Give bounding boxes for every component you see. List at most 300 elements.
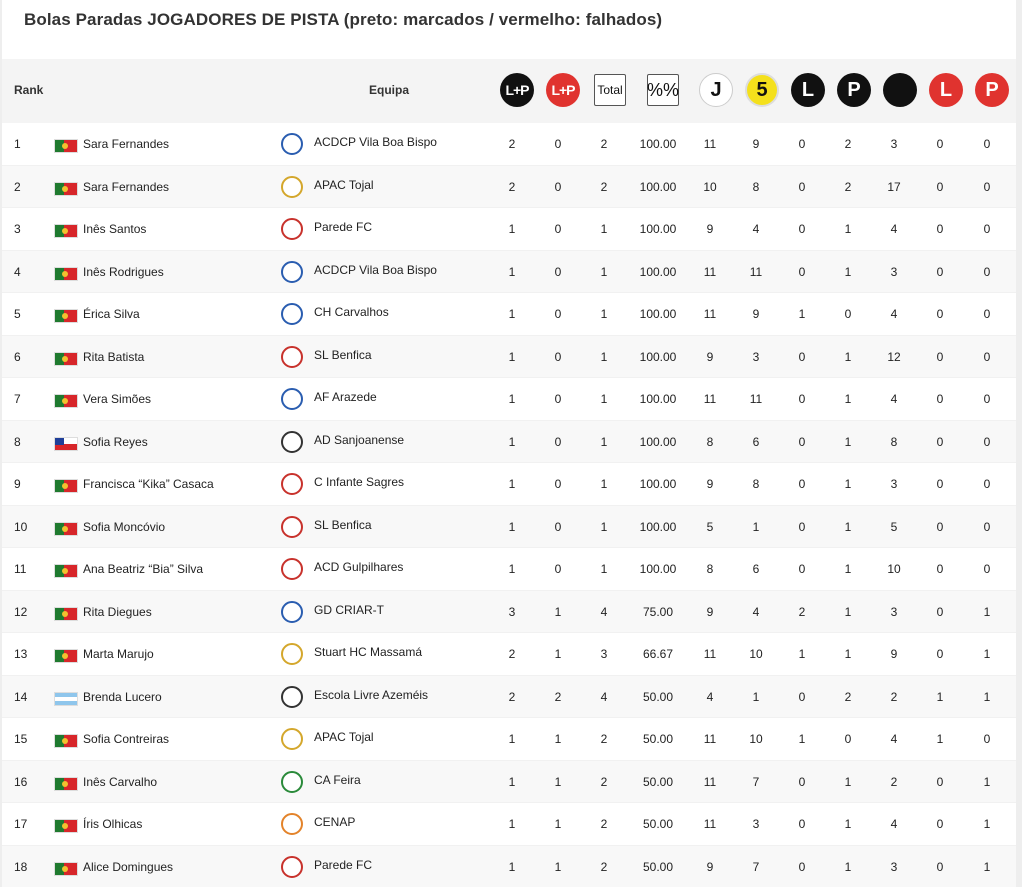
cell-total: 3: [600, 647, 608, 661]
cell-scored-p: 1: [844, 604, 852, 619]
player-name[interactable]: Francisca “Kika” Casaca: [83, 477, 214, 491]
table-body: [2, 123, 1016, 887]
team-name[interactable]: ACDCP Vila Boa Bispo: [314, 135, 437, 149]
team-crest-icon: [281, 771, 303, 793]
cell-percent: 100.00: [639, 307, 677, 321]
cell-missed-p: 0: [983, 179, 991, 194]
player-name[interactable]: Rita Diegues: [83, 604, 152, 619]
cell-scored-p: 2: [844, 179, 852, 194]
flag-icon: [54, 437, 78, 451]
cell-total: 2: [600, 774, 608, 789]
cell-scored-p: 1: [844, 392, 852, 406]
player-name[interactable]: Brenda Lucero: [83, 689, 162, 704]
team-name[interactable]: GD CRIAR-T: [314, 602, 384, 617]
cell-total: 1: [600, 562, 608, 576]
cell-missed-lp: 1: [554, 859, 562, 874]
cell-black-count: 4: [890, 222, 898, 236]
cell-total: 1: [600, 349, 608, 364]
table-row[interactable]: [2, 123, 1016, 166]
cell-scored-lp: 1: [508, 264, 516, 279]
cell-games: 9: [706, 349, 714, 364]
table-row[interactable]: [2, 208, 1016, 251]
cell-missed-l: 0: [936, 349, 944, 364]
cell-scored-lp: 2: [508, 137, 516, 151]
team-name[interactable]: Parede FC: [314, 220, 373, 234]
cell-games: 9: [706, 604, 714, 619]
rank-cell: 18: [14, 859, 28, 874]
player-name[interactable]: Ana Beatriz “Bia” Silva: [83, 562, 204, 576]
cell-missed-l: 0: [936, 434, 944, 449]
team-name[interactable]: AD Sanjoanense: [314, 432, 405, 447]
cell-five: 9: [752, 307, 760, 321]
cell-five: 3: [752, 349, 760, 364]
cell-black-count: 9: [890, 647, 898, 661]
cell-percent: 100.00: [639, 392, 677, 406]
cell-missed-p: 0: [983, 477, 991, 491]
player-name[interactable]: Inês Rodrigues: [83, 264, 164, 279]
cell-scored-lp: 1: [508, 519, 516, 534]
cell-five: 9: [752, 137, 760, 151]
table-row[interactable]: [2, 293, 1016, 336]
cell-black-count: 3: [890, 604, 898, 619]
cell-scored-lp: 1: [508, 222, 516, 236]
cell-scored-l: 0: [798, 264, 806, 279]
l-black-circle-icon[interactable]: L: [791, 73, 825, 107]
cell-scored-l: 0: [798, 137, 806, 151]
table-row[interactable]: [2, 506, 1016, 549]
team-name[interactable]: Escola Livre Azeméis: [314, 687, 429, 702]
cell-missed-p: 0: [983, 264, 991, 279]
cell-total: 2: [600, 859, 608, 874]
flag-icon: [54, 777, 78, 791]
table-row[interactable]: [2, 718, 1016, 761]
cell-games: 11: [703, 817, 717, 831]
cell-missed-lp: 0: [554, 349, 562, 364]
table-row[interactable]: [2, 633, 1016, 676]
cell-missed-lp: 0: [554, 264, 562, 279]
cell-missed-l: 0: [936, 179, 944, 194]
cell-games: 8: [706, 434, 714, 449]
cell-scored-l: 0: [798, 179, 806, 194]
cell-games: 11: [703, 264, 717, 279]
player-name[interactable]: Sara Fernandes: [83, 137, 170, 151]
flag-icon: [54, 564, 78, 578]
cell-scored-lp: 1: [508, 859, 516, 874]
rank-cell: 6: [14, 349, 21, 364]
team-name[interactable]: AF Arazede: [314, 390, 377, 404]
team-crest-icon: [281, 473, 303, 495]
cell-five: 6: [752, 434, 760, 449]
header-rank[interactable]: Rank: [14, 83, 44, 97]
cell-scored-l: 1: [798, 647, 806, 661]
cell-percent: 50.00: [642, 732, 674, 746]
cell-scored-l: 0: [798, 349, 806, 364]
table-row[interactable]: [2, 676, 1016, 719]
rank-cell: 2: [14, 179, 21, 194]
cell-total: 2: [600, 817, 608, 831]
rank-cell: 13: [14, 647, 28, 661]
cell-scored-lp: 2: [508, 689, 516, 704]
team-crest-icon: [281, 133, 303, 155]
team-name[interactable]: APAC Tojal: [314, 177, 374, 192]
cell-games: 4: [706, 689, 714, 704]
flag-icon: [54, 309, 78, 323]
cell-scored-p: 0: [844, 732, 852, 746]
cell-missed-l: 0: [936, 859, 944, 874]
cell-black-count: 4: [890, 817, 898, 831]
player-name[interactable]: Marta Marujo: [83, 647, 154, 661]
table-row[interactable]: [2, 846, 1016, 887]
cell-scored-l: 0: [798, 817, 806, 831]
cell-percent: 100.00: [639, 264, 677, 279]
cell-games: 11: [703, 392, 717, 406]
team-name[interactable]: CA Feira: [314, 772, 361, 787]
cell-missed-p: 0: [983, 562, 991, 576]
flag-icon: [54, 479, 78, 493]
table-row[interactable]: [2, 761, 1016, 804]
cell-total: 2: [600, 732, 608, 746]
cell-percent: 100.00: [639, 562, 677, 576]
cell-games: 5: [706, 519, 714, 534]
flag-icon: [54, 649, 78, 663]
cell-percent: 75.00: [642, 604, 674, 619]
cell-missed-p: 1: [983, 817, 991, 831]
cell-black-count: 3: [890, 137, 898, 151]
cell-black-count: 4: [890, 392, 898, 406]
lp-black-circle-icon[interactable]: L+P: [500, 73, 534, 107]
flag-icon: [54, 139, 78, 153]
cell-missed-lp: 0: [554, 179, 562, 194]
team-name[interactable]: Stuart HC Massamá: [314, 645, 423, 659]
j-circle-icon[interactable]: J: [699, 73, 733, 107]
cell-games: 9: [706, 859, 714, 874]
team-name[interactable]: APAC Tojal: [314, 730, 374, 744]
table-row[interactable]: [2, 336, 1016, 379]
cell-five: 8: [752, 179, 760, 194]
cell-scored-lp: 1: [508, 774, 516, 789]
cell-five: 4: [752, 604, 760, 619]
cell-missed-lp: 0: [554, 222, 562, 236]
team-crest-icon: [281, 558, 303, 580]
cell-scored-lp: 2: [508, 647, 516, 661]
cell-games: 11: [703, 647, 717, 661]
cell-black-count: 4: [890, 732, 898, 746]
cell-scored-lp: 1: [508, 392, 516, 406]
cell-missed-p: 1: [983, 774, 991, 789]
flag-icon: [54, 182, 78, 196]
cell-scored-l: 0: [798, 392, 806, 406]
cell-black-count: 3: [890, 477, 898, 491]
cell-missed-lp: 0: [554, 562, 562, 576]
cell-percent: 100.00: [639, 349, 677, 364]
cell-black-count: 8: [890, 434, 898, 449]
cell-scored-p: 1: [844, 817, 852, 831]
flag-icon: [54, 352, 78, 366]
player-name[interactable]: Íris Olhicas: [83, 817, 143, 831]
cell-percent: 100.00: [639, 137, 677, 151]
cell-percent: 50.00: [642, 689, 674, 704]
cell-missed-l: 0: [936, 392, 944, 406]
cell-black-count: 17: [887, 179, 901, 194]
cell-five: 11: [749, 392, 763, 406]
cell-total: 1: [600, 434, 608, 449]
table-row[interactable]: [2, 803, 1016, 846]
cell-scored-l: 0: [798, 774, 806, 789]
player-name[interactable]: Érica Silva: [83, 307, 140, 321]
cell-percent: 66.67: [642, 647, 674, 661]
cell-total: 1: [600, 264, 608, 279]
cell-black-count: 10: [887, 562, 901, 576]
header-equipa[interactable]: Equipa: [369, 83, 410, 97]
rank-cell: 3: [14, 222, 21, 236]
cell-games: 11: [703, 307, 717, 321]
cell-missed-l: 0: [936, 477, 944, 491]
table-header: [2, 59, 1016, 123]
player-name[interactable]: Inês Santos: [83, 222, 147, 236]
cell-missed-l: 0: [936, 562, 944, 576]
cell-missed-l: 0: [936, 222, 944, 236]
flag-icon: [54, 734, 78, 748]
cell-missed-l: 0: [936, 264, 944, 279]
cell-percent: 50.00: [642, 774, 674, 789]
cell-missed-lp: 1: [554, 774, 562, 789]
cell-games: 11: [703, 732, 717, 746]
team-crest-icon: [281, 176, 303, 198]
team-crest-icon: [281, 218, 303, 240]
team-crest-icon: [281, 686, 303, 708]
cell-percent: 100.00: [639, 477, 677, 491]
cell-scored-l: 0: [798, 519, 806, 534]
cell-missed-lp: 0: [554, 477, 562, 491]
cell-total: 1: [600, 519, 608, 534]
table-row[interactable]: [2, 378, 1016, 421]
cell-total: 1: [600, 477, 608, 491]
cell-black-count: 3: [890, 859, 898, 874]
cell-missed-p: 0: [983, 434, 991, 449]
cell-missed-p: 0: [983, 137, 991, 151]
player-name[interactable]: Inês Carvalho: [83, 774, 158, 789]
l-red-circle-icon[interactable]: L: [929, 73, 963, 107]
cell-total: 1: [600, 307, 608, 321]
flag-icon: [54, 522, 78, 536]
cell-scored-l: 0: [798, 477, 806, 491]
cell-five: 6: [752, 562, 760, 576]
cell-missed-l: 1: [936, 732, 944, 746]
table-row[interactable]: [2, 421, 1016, 464]
cell-missed-lp: 1: [554, 647, 562, 661]
cell-scored-l: 0: [798, 859, 806, 874]
rank-cell: 16: [14, 774, 28, 789]
player-name[interactable]: Sara Fernandes: [83, 179, 170, 194]
rank-cell: 5: [14, 307, 21, 321]
player-name[interactable]: Sofia Contreiras: [83, 732, 170, 746]
flag-icon: [54, 692, 78, 706]
cell-scored-p: 2: [844, 137, 852, 151]
rank-cell: 9: [14, 477, 21, 491]
cell-missed-l: 0: [936, 817, 944, 831]
rank-cell: 8: [14, 434, 21, 449]
cell-missed-p: 0: [983, 732, 991, 746]
cell-missed-p: 1: [983, 647, 991, 661]
cell-scored-lp: 1: [508, 817, 516, 831]
cell-total: 2: [600, 137, 608, 151]
cell-missed-lp: 0: [554, 434, 562, 449]
rank-cell: 11: [14, 562, 27, 576]
team-name[interactable]: C Infante Sagres: [314, 475, 405, 489]
player-name[interactable]: Sofia Reyes: [83, 434, 148, 449]
team-name[interactable]: ACDCP Vila Boa Bispo: [314, 262, 437, 277]
cell-missed-lp: 0: [554, 137, 562, 151]
five-yellow-circle-icon[interactable]: 5: [745, 73, 779, 107]
cell-percent: 100.00: [639, 519, 677, 534]
cell-games: 11: [703, 137, 717, 151]
cell-scored-p: 2: [844, 689, 852, 704]
p-red-circle-icon[interactable]: P: [975, 73, 1009, 107]
cell-scored-lp: 1: [508, 562, 516, 576]
cell-missed-l: 0: [936, 519, 944, 534]
cell-total: 1: [600, 222, 608, 236]
cell-black-count: 3: [890, 264, 898, 279]
flag-icon: [54, 394, 78, 408]
player-name[interactable]: Alice Domingues: [83, 859, 174, 874]
cell-total: 4: [600, 604, 608, 619]
cell-missed-l: 0: [936, 774, 944, 789]
cell-scored-lp: 1: [508, 732, 516, 746]
cell-missed-p: 0: [983, 519, 991, 534]
cell-five: 8: [752, 477, 760, 491]
cell-black-count: 4: [890, 307, 898, 321]
team-crest-icon: [281, 601, 303, 623]
team-name[interactable]: SL Benfica: [314, 347, 372, 362]
cell-black-count: 2: [890, 689, 898, 704]
cell-games: 9: [706, 477, 714, 491]
cell-missed-l: 1: [936, 689, 944, 704]
cell-scored-l: 1: [798, 732, 806, 746]
cell-missed-l: 0: [936, 307, 944, 321]
team-name[interactable]: ACD Gulpilhares: [314, 560, 404, 574]
black-circle-icon[interactable]: [883, 73, 917, 107]
table-row[interactable]: [2, 548, 1016, 591]
page-title: Bolas Paradas JOGADORES DE PISTA (preto: marcados / vermelho: falhados): [24, 10, 663, 29]
cell-scored-p: 1: [844, 222, 852, 236]
cell-missed-lp: 0: [554, 519, 562, 534]
team-crest-icon: [281, 303, 303, 325]
team-crest-icon: [281, 856, 303, 878]
rank-cell: 12: [14, 604, 28, 619]
cell-scored-p: 1: [844, 434, 852, 449]
cell-missed-p: 1: [983, 859, 991, 874]
cell-scored-lp: 1: [508, 349, 516, 364]
cell-missed-l: 0: [936, 647, 944, 661]
cell-scored-p: 1: [844, 562, 852, 576]
team-crest-icon: [281, 431, 303, 453]
player-name[interactable]: Rita Batista: [83, 349, 145, 364]
flag-icon: [54, 607, 78, 621]
cell-black-count: 5: [890, 519, 898, 534]
team-crest-icon: [281, 643, 303, 665]
cell-scored-l: 0: [798, 434, 806, 449]
cell-games: 10: [703, 179, 717, 194]
cell-five: 10: [749, 732, 763, 746]
lp-red-circle-icon[interactable]: L+P: [546, 73, 580, 107]
p-black-circle-icon[interactable]: P: [837, 73, 871, 107]
flag-icon: [54, 267, 78, 281]
cell-scored-l: 1: [798, 307, 806, 321]
rank-cell: 15: [14, 732, 28, 746]
team-name[interactable]: CENAP: [314, 815, 356, 829]
cell-missed-p: 0: [983, 222, 991, 236]
cell-missed-lp: 1: [554, 817, 562, 831]
cell-missed-lp: 1: [554, 732, 562, 746]
cell-black-count: 12: [887, 349, 901, 364]
cell-black-count: 2: [890, 774, 898, 789]
cell-missed-p: 0: [983, 392, 991, 406]
cell-five: 1: [752, 689, 760, 704]
cell-missed-p: 1: [983, 604, 991, 619]
cell-missed-p: 0: [983, 349, 991, 364]
cell-scored-p: 1: [844, 519, 852, 534]
cell-percent: 50.00: [642, 859, 674, 874]
player-name[interactable]: Vera Simões: [83, 392, 152, 406]
cell-scored-l: 0: [798, 562, 806, 576]
cell-missed-lp: 1: [554, 604, 562, 619]
rank-cell: 14: [14, 689, 28, 704]
cell-percent: 100.00: [639, 434, 677, 449]
cell-scored-p: 1: [844, 774, 852, 789]
cell-scored-lp: 1: [508, 307, 516, 321]
cell-missed-p: 1: [983, 689, 991, 704]
team-name[interactable]: SL Benfica: [314, 517, 372, 532]
team-name[interactable]: CH Carvalhos: [314, 305, 389, 319]
cell-missed-lp: 0: [554, 307, 562, 321]
cell-five: 11: [749, 264, 763, 279]
cell-scored-l: 0: [798, 689, 806, 704]
cell-scored-lp: 1: [508, 434, 516, 449]
cell-games: 8: [706, 562, 714, 576]
cell-percent: 100.00: [639, 179, 677, 194]
team-name[interactable]: Parede FC: [314, 857, 373, 872]
cell-scored-l: 0: [798, 222, 806, 236]
cell-total: 2: [600, 179, 608, 194]
cell-scored-p: 1: [844, 647, 852, 661]
cell-scored-p: 0: [844, 307, 852, 321]
team-crest-icon: [281, 261, 303, 283]
cell-missed-lp: 0: [554, 392, 562, 406]
flag-icon: [54, 819, 78, 833]
total-box-icon[interactable]: Total: [594, 74, 626, 106]
rank-cell: 10: [14, 519, 28, 534]
cell-five: 7: [752, 774, 760, 789]
cell-percent: 50.00: [642, 817, 674, 831]
table-row[interactable]: [2, 166, 1016, 209]
flag-icon: [54, 224, 78, 238]
cell-scored-l: 2: [798, 604, 806, 619]
rank-cell: 1: [14, 137, 21, 151]
team-crest-icon: [281, 813, 303, 835]
percent-box-icon[interactable]: %%: [647, 74, 679, 106]
table-row[interactable]: [2, 251, 1016, 294]
player-name[interactable]: Sofia Moncóvio: [83, 519, 166, 534]
cell-missed-l: 0: [936, 137, 944, 151]
team-crest-icon: [281, 388, 303, 410]
cell-five: 10: [749, 647, 763, 661]
cell-scored-lp: 2: [508, 179, 516, 194]
table-row[interactable]: [2, 463, 1016, 506]
table-row[interactable]: [2, 591, 1016, 634]
cell-five: 3: [752, 817, 760, 831]
cell-scored-lp: 1: [508, 477, 516, 491]
cell-games: 11: [703, 774, 717, 789]
